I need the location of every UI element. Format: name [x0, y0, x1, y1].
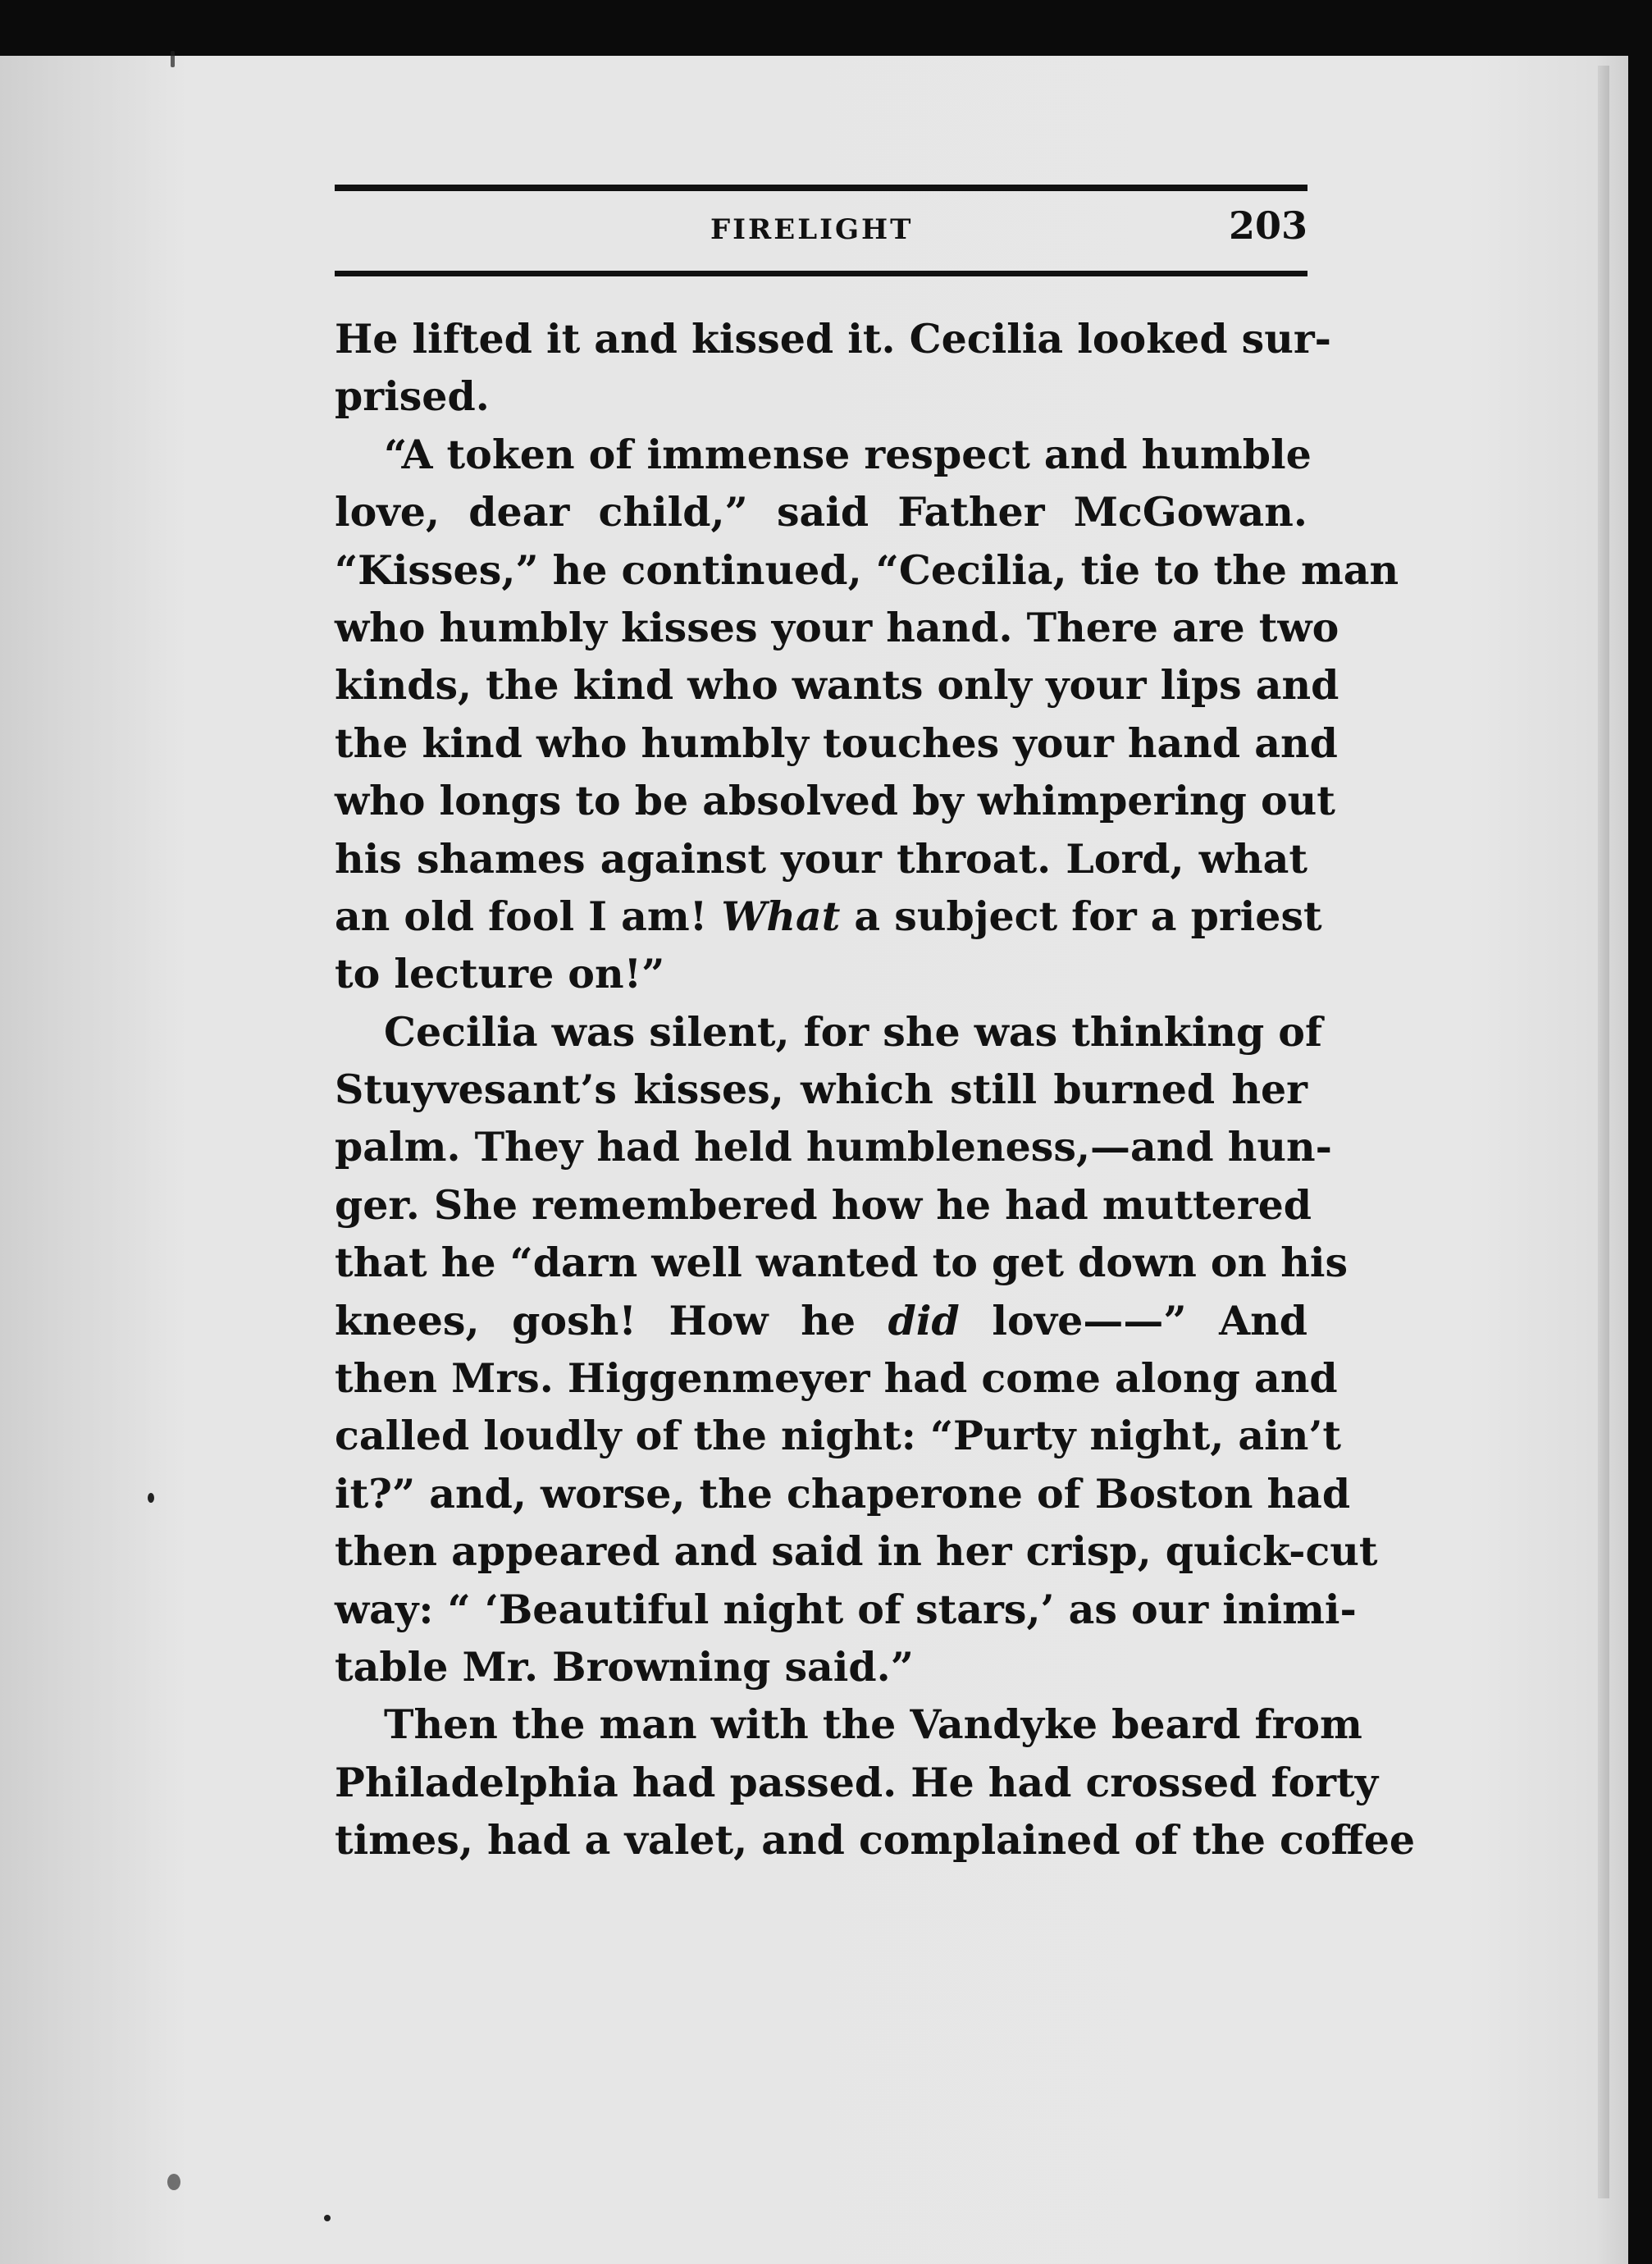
text-run: an old fool I am!: [335, 892, 722, 940]
text-line: then Mrs. Higgenmeyer had come along and: [335, 1354, 1338, 1403]
text-line: called loudly of the night: “Purty night, ain’t: [335, 1412, 1342, 1460]
body-text: [335, 310, 1416, 1869]
page-number: 203: [1228, 203, 1307, 248]
text-line: the kind who humbly touches your hand and: [335, 719, 1338, 767]
italic-word: What: [721, 892, 841, 940]
text-line: [335, 888, 1322, 945]
text-line: it?” and, worse, the chaperone of Boston had: [335, 1469, 1351, 1518]
text-line: who longs to be absolved by whimpering out: [335, 777, 1335, 825]
text-line: love, dear child,” said Father McGowan.: [335, 488, 1307, 536]
text-line: way: “ ‘Beautiful night of stars,’ as our inimi-: [335, 1585, 1357, 1633]
text-line: who humbly kisses your hand. There are two: [335, 603, 1339, 651]
header-rule-bottom: [335, 271, 1307, 276]
text-line: table Mr. Browning said.”: [335, 1642, 914, 1691]
text-line: that he “darn well wanted to get down on his: [335, 1239, 1349, 1287]
text-line: Cecilia was silent, for she was thinking of: [384, 1007, 1323, 1056]
text-run: a subject for a priest: [840, 892, 1322, 940]
text-run: love——” And: [959, 1296, 1308, 1344]
text-line: Philadelphia had passed. He had crossed forty: [335, 1758, 1379, 1806]
text-line: to lecture on!”: [335, 950, 665, 998]
italic-word: did: [888, 1296, 960, 1344]
text-run: knees, gosh! How he: [335, 1296, 888, 1344]
running-title: FIRELIGHT: [710, 213, 914, 246]
text-line: “A token of immense respect and humble: [384, 430, 1312, 478]
text-line: kinds, the kind who wants only your lips and: [335, 661, 1339, 710]
page-edge: [1598, 66, 1609, 2198]
text-line: palm. They had held humbleness,—and hun-: [335, 1123, 1332, 1171]
text-line: He lifted it and kissed it. Cecilia looked sur-: [335, 315, 1332, 363]
scan-speck: [167, 2174, 180, 2190]
scan-speck: [171, 51, 175, 67]
text-line: ger. She remembered how he had muttered: [335, 1180, 1312, 1229]
scan-speck: [324, 2215, 331, 2221]
text-line: times, had a valet, and complained of the coffee: [335, 1816, 1416, 1865]
text-line: Stuyvesant’s kisses, which still burned her: [335, 1066, 1307, 1114]
text-line: then appeared and said in her crisp, quick-cut: [335, 1527, 1378, 1576]
running-head: [335, 203, 1307, 261]
text-line: his shames against your throat. Lord, what: [335, 834, 1307, 883]
text-line: “Kisses,” he continued, “Cecilia, tie to the man: [335, 545, 1399, 594]
page-gutter-shadow: [0, 56, 189, 2264]
text-line: [335, 1292, 1307, 1349]
scan-speck: [148, 1493, 154, 1503]
text-line: prised.: [335, 372, 490, 421]
header-rule-top: [335, 185, 1307, 191]
text-line: Then the man with the Vandyke beard from: [384, 1700, 1362, 1749]
